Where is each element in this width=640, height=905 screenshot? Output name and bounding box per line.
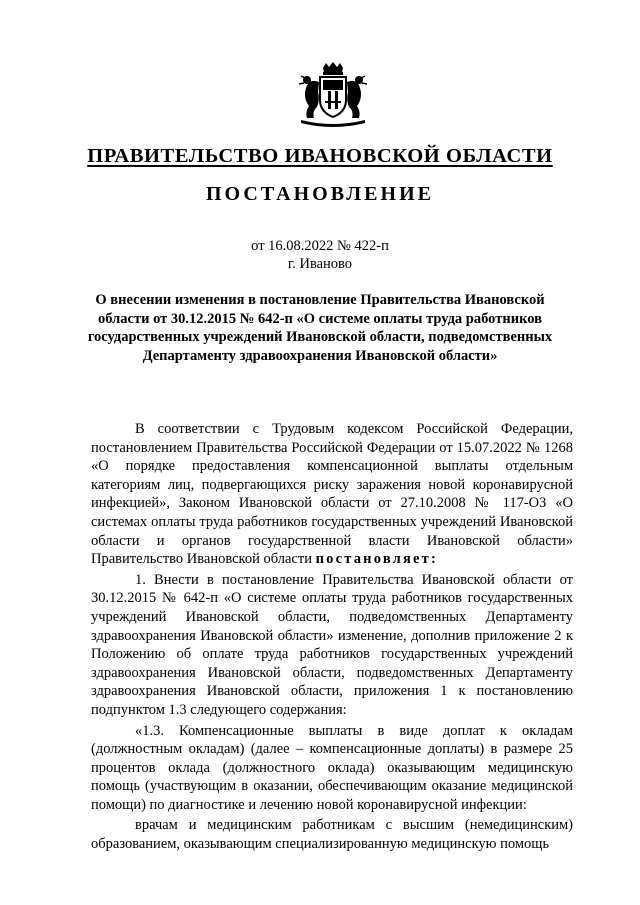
coat-of-arms-emblem xyxy=(295,62,371,128)
paragraph-3: врачам и медицинским работникам с высшим (немедицинским) образованием, оказывающим специализированную медицинскую помощь xyxy=(91,817,573,853)
document-body xyxy=(91,420,573,854)
preamble-paragraph xyxy=(91,420,573,569)
document-subject: О внесении изменения в постановление Правительства Ивановской области от 30.12.2015 № 642-п «О системе оплаты труда работников государственных учреждений Ивановской области, подведомственных Департаменту здравоохранения Ивановской области» xyxy=(87,292,553,364)
document-type: ПОСТАНОВЛЕНИЕ xyxy=(206,183,434,205)
document-meta xyxy=(0,237,640,273)
paragraph-2: «1.3. Компенсационные выплаты в виде доплат к окладам (должностным окладам) (далее – компенсационные доплаты) в размере 25 процентов оклада (должностного оклада) оказывающим медицинскую помощь (участвующим в оказании, обеспечивающим оказание медицинской помощи) по диагностике и лечению новой коронавирусной инфекции: xyxy=(91,722,573,813)
decree-word: постановляет: xyxy=(315,551,439,568)
organization-title: ПРАВИТЕЛЬСТВО ИВАНОВСКОЙ ОБЛАСТИ xyxy=(87,145,553,167)
city: г. Иваново xyxy=(287,256,353,272)
paragraph-1: 1. Внести в постановление Правительства Ивановской области от 30.12.2015 № 642-п «О системе оплаты труда работников государственных учреждений Ивановской области, подведомственных Департаменту здравоохранения Ивановской области» изменение, дополнив приложение 2 к Положению об оплате труда работников государственных учреждений здравоохранения Ивановской области, подведомственных Департаменту здравоохранения Ивановской области, приложения 1 к постановлению подпунктом 1.3 следующего содержания: xyxy=(91,571,573,718)
preamble-text: В соответствии с Трудовым кодексом Российской Федерации, постановлением Правительства Российской Федерации от 15.07.2022 № 1268 «О порядке предоставления компенсационной выплаты отдельным категориям лиц, подвергающихся риску заражения новой коронавирусной инфекцией», Законом Ивановской области от 27.10.2008 № 117-ОЗ «О системах оплаты труда работников государственных учреждений Ивановской области и органов государственной власти Ивановской области» Правительство Ивановской области xyxy=(91,421,573,568)
date-number: от 16.08.2022 № 422-п xyxy=(251,238,389,254)
